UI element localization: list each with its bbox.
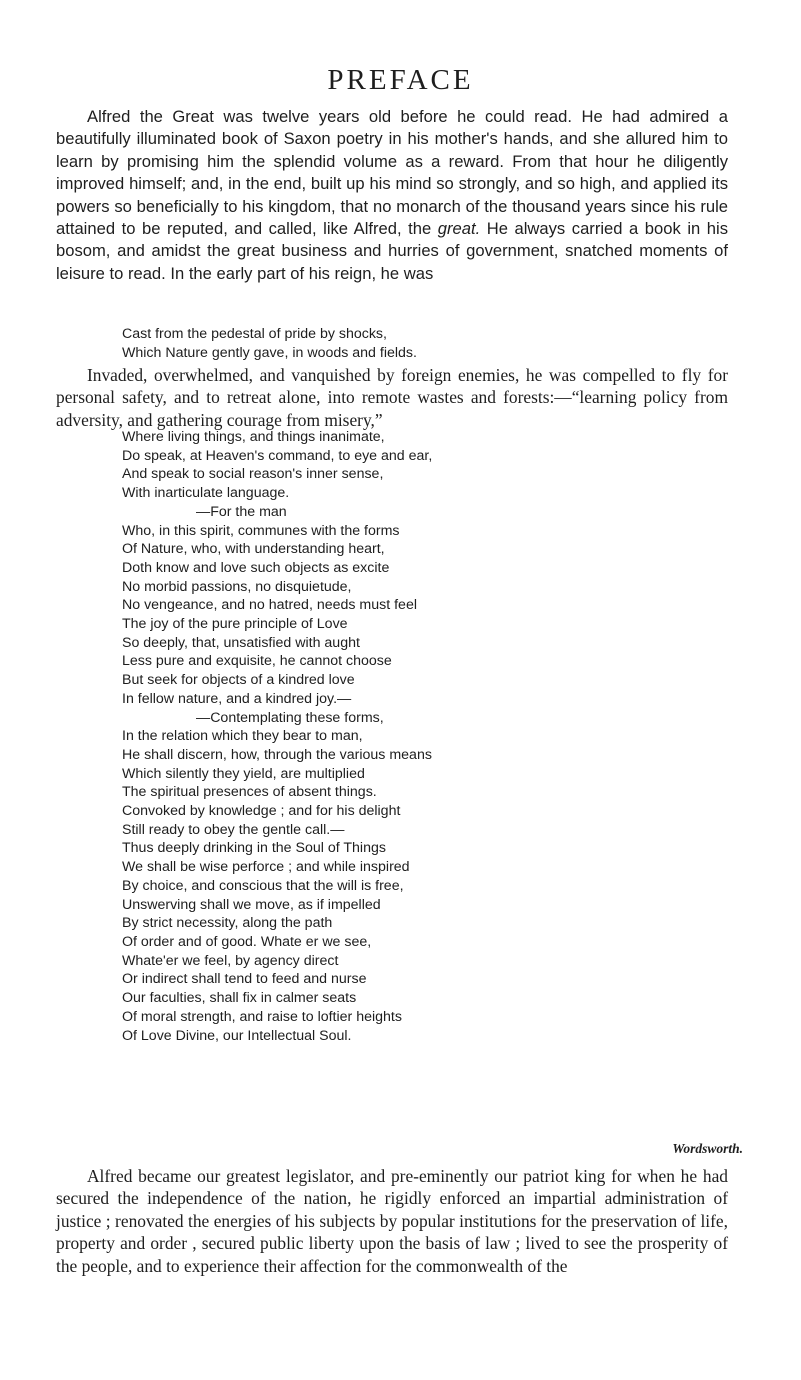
- verse-line: Of order and of good. Whate er we see,: [122, 933, 372, 950]
- verse-line: With inarticulate language.: [122, 485, 290, 502]
- verse-line: And speak to social reason's inner sense,: [122, 466, 384, 483]
- verse-line: Less pure and exquisite, he cannot choose: [122, 653, 392, 670]
- verse-line: In the relation which they bear to man,: [122, 728, 363, 745]
- verse-line: —Contemplating these forms,: [196, 709, 384, 726]
- verse-line: Of Nature, who, with understanding heart,: [122, 541, 385, 558]
- paragraph-1: [56, 106, 728, 285]
- attribution: Wordsworth.: [672, 1141, 743, 1156]
- paragraph-1-tail: He always carried a book in his bosom, and amidst the great business and hurries of government, snatched moments of leisure to read. In the early part of his reign, he was: [56, 219, 728, 283]
- verse-line: But seek for objects of a kindred love: [122, 672, 355, 689]
- verse-line: Cast from the pedestal of pride by shocks,: [122, 326, 387, 342]
- verse-line: In fellow nature, and a kindred joy.—: [122, 690, 352, 707]
- verse-line: Which silently they yield, are multiplied: [122, 765, 365, 782]
- verse-line: Do speak, at Heaven's command, to eye and ear,: [122, 447, 433, 464]
- paragraph-2: Invaded, overwhelmed, and vanquished by foreign enemies, he was compelled to fly for personal safety, and to retreat alone, into remote wastes and forests:—“learning policy from adversity, and gathering courage from misery,”: [56, 365, 728, 430]
- verse-line: Where living things, and things inanimate,: [122, 429, 385, 445]
- verse-line: Of Love Divine, our Intellectual Soul.: [122, 1027, 352, 1044]
- verse-line: The spiritual presences of absent things.: [122, 784, 377, 801]
- verse-line: Still ready to obey the gentle call.—: [122, 821, 345, 838]
- verse-line: We shall be wise perforce ; and while inspired: [122, 859, 410, 876]
- verse-line: No morbid passions, no disquietude,: [122, 578, 352, 595]
- verse-line: Our faculties, shall fix in calmer seats: [122, 990, 357, 1007]
- paragraph-3: Alfred became our greatest legislator, and pre-eminently our patriot king for when he had secured the independence of the nation, he rigidly enforced an impartial administration of justice ; renovated the energies of his subjects by popular institutions for the preservation of life, property and order , secured public liberty upon the basis of law ; lived to see the prosperity of the people, and to experience their affection for the commonwealth of the: [56, 1166, 728, 1276]
- verse-line: No vengeance, and no hatred, needs must feel: [122, 597, 417, 614]
- verse-1: [122, 325, 417, 362]
- verse-line: Thus deeply drinking in the Soul of Things: [122, 840, 386, 857]
- page-title: PREFACE: [327, 64, 474, 96]
- verse-line: Doth know and love such objects as excite: [122, 559, 390, 576]
- verse-line: —For the man: [196, 503, 287, 520]
- verse-line: Convoked by knowledge ; and for his delight: [122, 803, 401, 820]
- paragraph-1-text: Alfred the Great was twelve years old before he could read. He had admired a beautifully illuminated book of Saxon poetry in his mother's hands, and she allured him to learn by promising him the splendid volume as a reward. From that hour he diligently improved himself; and, in the end, built up his mind so strongly, and so high, and applied its powers so beneficially to his kingdom, that no monarch of the thousand years since his rule attained to be reputed, and called, like Alfred, the: [56, 107, 728, 239]
- verse-line: So deeply, that, unsatisfied with aught: [122, 634, 360, 651]
- verse-line: By strict necessity, along the path: [122, 915, 333, 932]
- verse-line: Who, in this spirit, communes with the forms: [122, 522, 400, 539]
- verse-line: He shall discern, how, through the various means: [122, 746, 432, 763]
- verse-line: Whate'er we feel, by agency direct: [122, 952, 339, 969]
- verse-line: Or indirect shall tend to feed and nurse: [122, 971, 367, 988]
- verse-line: Of moral strength, and raise to loftier heights: [122, 1008, 402, 1025]
- verse-line: Unswerving shall we move, as if impelled: [122, 896, 381, 913]
- verse-line: By choice, and conscious that the will is free,: [122, 877, 404, 894]
- verse-2: [122, 428, 432, 1045]
- paragraph-1-emphasis: great.: [437, 219, 481, 239]
- verse-line: The joy of the pure principle of Love: [122, 616, 348, 633]
- verse-line: Which Nature gently gave, in woods and fields.: [122, 344, 417, 361]
